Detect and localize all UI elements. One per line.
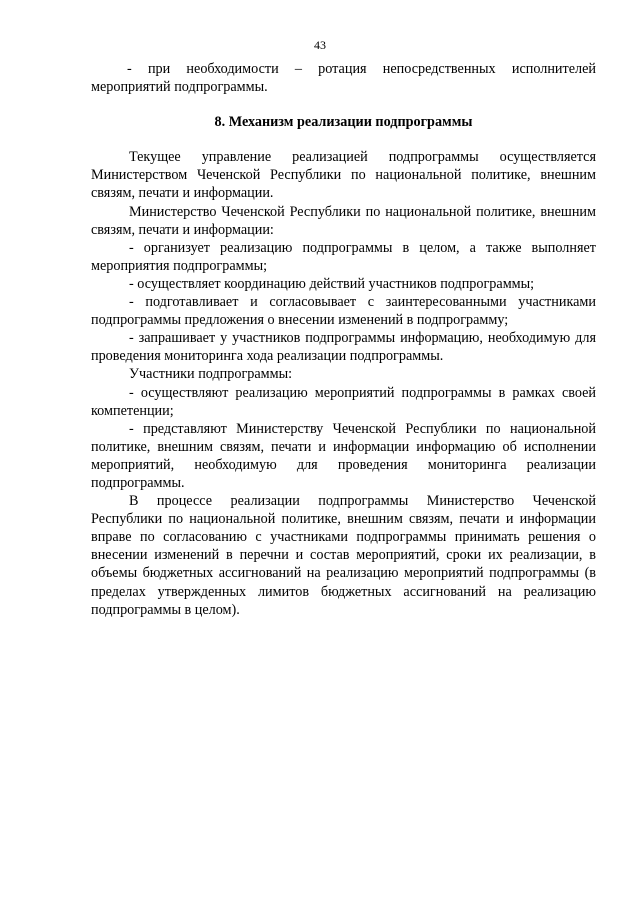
paragraph-decisions: В процессе реализации подпрограммы Министерство Чеченской Республики по национальной политике, внешним связям, печати и информации вправе по согласованию с участниками подпрограммы принимать решения о внесении изменений в перечни и состав мероприятий, сроки их реализации, в объемы бюджетных ассигнований на реализацию мероприятий подпрограммы (в пределах утвержденных лимитов бюджетных ассигнований на реализацию подпрограммы в целом). (91, 493, 596, 618)
page-number: 43 (314, 38, 326, 52)
paragraph-coordinates: - осуществляет координацию действий участников подпрограммы; (129, 275, 535, 292)
paragraph-submit: - представляют Министерству Чеченской Республики по национальной политике, внешним связям, печати и информации информацию об исполнении мероприятий, необходимую для проведения мониторинга реализации подпрограммы. (91, 420, 596, 491)
paragraph-requests: - запрашивает у участников подпрограммы информацию, необходимую для проведения мониторинга хода реализации подпрограммы. (91, 330, 596, 365)
section-heading: 8. Механизм реализации подпрограммы (214, 114, 473, 131)
paragraph-organizes: - организует реализацию подпрограммы в целом, а также выполняет мероприятия подпрограммы; (91, 239, 596, 274)
paragraph-ministry-intro: Министерство Чеченской Республики по национальной политике, внешним связям, печати и информации: (91, 203, 596, 238)
continuation-paragraph: - при необходимости – ротация непосредственных исполнителей мероприятий подпрограммы. (91, 61, 596, 96)
paragraph-participants-intro: Участники подпрограммы: (129, 366, 293, 383)
document-body (91, 60, 596, 619)
paragraph-current-management: Текущее управление реализацией подпрограммы осуществляется Министерством Чеченской Республики по национальной политике, внешним связям, печати и информации. (91, 149, 596, 202)
paragraph-implement: - осуществляют реализацию мероприятий подпрограммы в рамках своей компетенции; (91, 384, 596, 419)
paragraph-prepares: - подготавливает и согласовывает с заинтересованными участниками подпрограммы предложения о внесении изменений в подпрограмму; (91, 294, 596, 329)
